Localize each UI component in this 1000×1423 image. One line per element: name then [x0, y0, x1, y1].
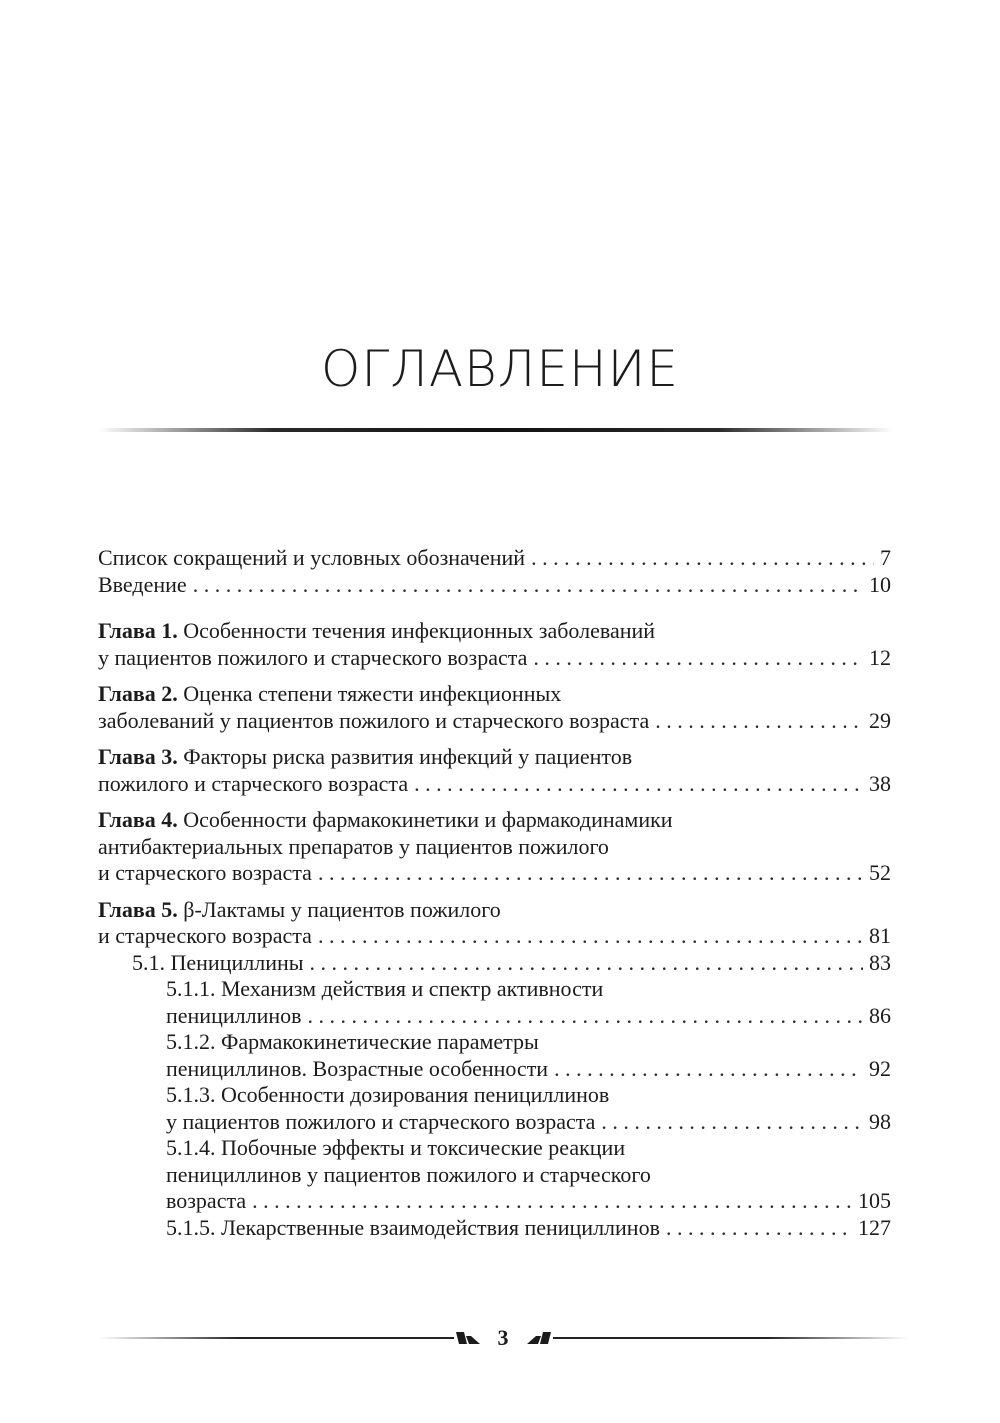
toc-entry-chapter-1[interactable] — [98, 618, 891, 671]
dot-leader — [531, 545, 874, 572]
page-number: 3 — [497, 1325, 509, 1350]
dot-leader — [252, 1188, 852, 1215]
chapter-label: Глава 5. — [98, 896, 178, 922]
dot-leader — [318, 860, 863, 887]
toc-page-number: 52 — [869, 860, 891, 885]
table-of-contents — [98, 545, 891, 1241]
toc-page-number: 86 — [869, 1002, 891, 1028]
toc-page-number: 7 — [880, 545, 891, 570]
title-divider — [98, 428, 893, 432]
toc-entry-text: 5.1. Пенициллины — [132, 949, 304, 975]
dot-leader — [601, 1109, 863, 1136]
toc-page-number: 12 — [869, 644, 891, 670]
dot-leader — [533, 645, 863, 672]
toc-entry-text: 5.1.2. Фармакокинетические параметры — [166, 1029, 539, 1054]
toc-page-number: 98 — [869, 1108, 891, 1134]
toc-entry-chapter-2[interactable] — [98, 681, 891, 734]
toc-page-number: 81 — [869, 923, 891, 948]
dot-leader — [193, 572, 863, 599]
toc-entry-section-5-1-5[interactable] — [98, 1215, 891, 1242]
toc-entry-section-5-1-4[interactable] — [98, 1135, 891, 1215]
toc-entry-text: Список сокращений и условных обозначений — [98, 545, 526, 570]
chapter-label: Глава 1. — [98, 618, 178, 643]
toc-page-number: 127 — [858, 1214, 891, 1240]
toc-entry-section-5-1-1[interactable] — [98, 976, 891, 1029]
toc-entry-text: пенициллинов. Возрастные особенности — [166, 1055, 549, 1081]
toc-entry-text: пенициллинов — [166, 1002, 302, 1028]
toc-entry-chapter-4[interactable] — [98, 807, 891, 887]
toc-entry-text: Введение — [98, 571, 187, 597]
dot-leader — [308, 1003, 863, 1030]
toc-entry-introduction[interactable] — [98, 572, 891, 599]
toc-entry-text: 5.1.3. Особенности дозирования пенициллинов — [166, 1082, 610, 1107]
dot-leader — [414, 771, 863, 798]
toc-page-number: 92 — [869, 1055, 891, 1081]
dot-leader — [310, 950, 863, 977]
toc-entry-text: у пациентов пожилого и старческого возраста — [166, 1108, 596, 1134]
dot-leader — [655, 708, 863, 735]
footer-rule-right — [553, 1337, 909, 1339]
toc-page-number: 83 — [869, 949, 891, 975]
toc-entry-section-5-1-2[interactable] — [98, 1029, 891, 1082]
toc-entry-text: Особенности течения инфекционных заболеваний — [183, 618, 656, 643]
footer-rule-left — [98, 1337, 454, 1339]
toc-entry-text: антибактериальных препаратов у пациентов пожилого — [98, 833, 609, 859]
toc-entry-text: пенициллинов у пациентов пожилого и старческого — [166, 1161, 651, 1187]
toc-entry-text: β-Лактамы у пациентов пожилого — [183, 896, 501, 922]
toc-entry-text: Оценка степени тяжести инфекционных — [183, 681, 562, 706]
page-title: ОГЛАВЛЕНИЕ — [321, 340, 679, 398]
dot-leader — [318, 923, 863, 950]
toc-entry-chapter-3[interactable] — [98, 744, 891, 797]
dot-leader — [666, 1215, 852, 1242]
toc-entry-text: 5.1.1. Механизм действия и спектр активности — [166, 976, 604, 1001]
toc-page-number: 10 — [869, 571, 891, 597]
toc-entry-text: 5.1.4. Побочные эффекты и токсические реакции — [166, 1135, 626, 1160]
toc-entry-text: Факторы риска развития инфекций у пациентов — [183, 744, 633, 769]
toc-entry-text: и старческого возраста — [98, 923, 312, 948]
toc-entry-text: и старческого возраста — [98, 860, 312, 885]
toc-entry-text: 5.1.5. Лекарственные взаимодействия пенициллинов — [166, 1214, 660, 1240]
ornament-left-icon — [454, 1329, 482, 1347]
toc-page-number: 29 — [869, 707, 891, 733]
toc-entry-text: у пациентов пожилого и старческого возраста — [98, 644, 528, 670]
toc-entry-text: пожилого и старческого возраста — [98, 770, 409, 796]
chapter-label: Глава 4. — [98, 807, 178, 832]
toc-entry-section-5-1-3[interactable] — [98, 1082, 891, 1135]
page-footer — [98, 1326, 908, 1350]
toc-page-number: 105 — [858, 1188, 891, 1213]
toc-page-number: 38 — [869, 770, 891, 796]
chapter-label: Глава 2. — [98, 681, 178, 706]
toc-entry-text: Особенности фармакокинетики и фармакодинамики — [183, 807, 673, 832]
chapter-label: Глава 3. — [98, 744, 178, 769]
toc-entry-section-5-1[interactable] — [98, 950, 891, 977]
toc-entry-chapter-5[interactable] — [98, 897, 891, 950]
toc-entry-text: заболеваний у пациентов пожилого и старческого возраста — [98, 707, 650, 733]
dot-leader — [554, 1056, 863, 1083]
toc-entry-text: возраста — [166, 1188, 247, 1213]
ornament-right-icon — [525, 1329, 553, 1347]
toc-entry-abbreviations[interactable] — [98, 545, 891, 572]
